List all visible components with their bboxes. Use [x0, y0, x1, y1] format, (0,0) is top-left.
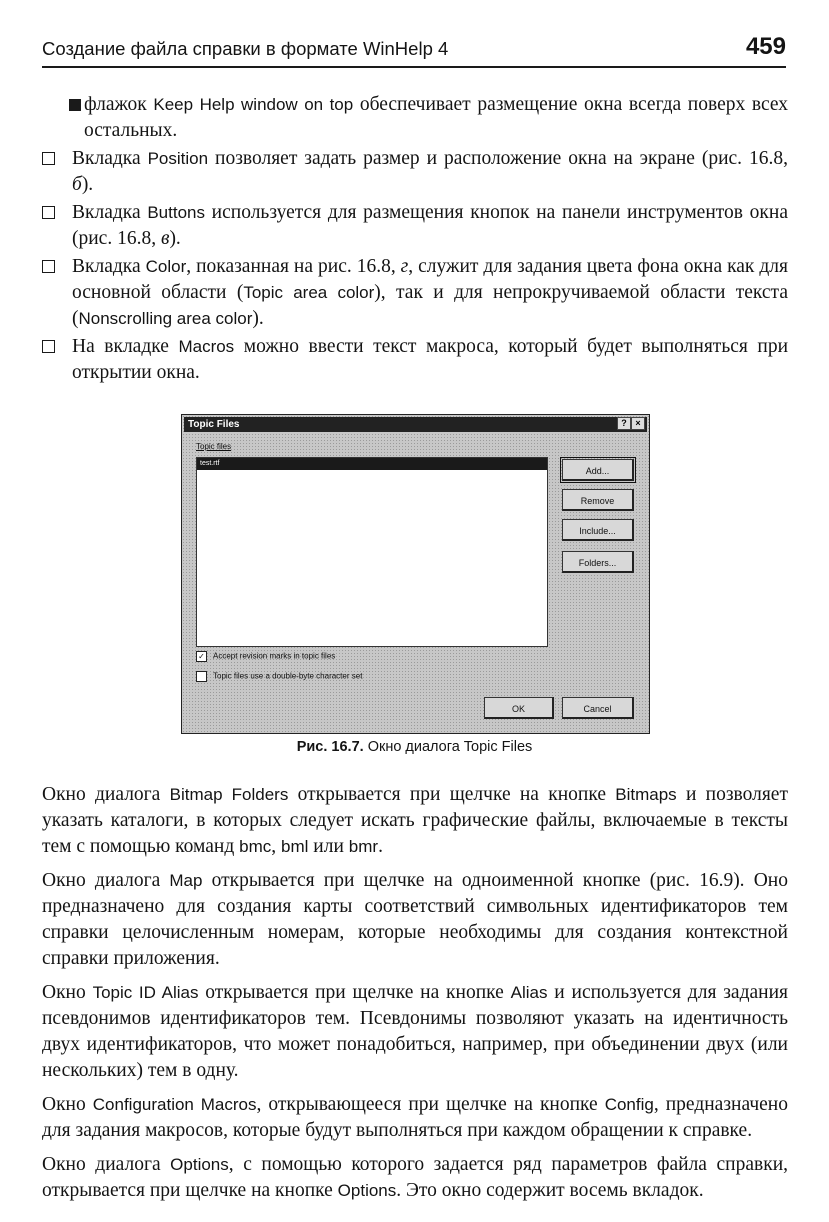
figure-number: Рис. 16.7. — [296, 739, 364, 755]
topic-files-dialog — [181, 414, 650, 734]
paragraph: Окно диалога Bitmap Folders открывается при щелчке на кнопке Bitmaps и позволяет указать каталоги, в которых следует искать графические файлы, включаемые в тексты тем с помощью команд bmc, bml или bmr. — [42, 784, 788, 857]
body-text — [42, 782, 788, 1212]
page-number: 459 — [745, 33, 786, 60]
remove-button[interactable]: Remove — [562, 489, 634, 511]
ok-button[interactable]: OK — [484, 697, 554, 719]
term: bmr — [348, 837, 379, 856]
checkbox[interactable] — [196, 671, 207, 682]
term: Color — [145, 257, 187, 276]
cancel-button[interactable]: Cancel — [562, 697, 634, 719]
help-icon[interactable]: ? — [617, 417, 631, 430]
topic-files-label: Topic files — [196, 442, 232, 451]
hollow-square-bullet-icon — [42, 206, 55, 219]
checkbox[interactable]: ✓ — [196, 651, 207, 662]
term: Config — [604, 1095, 654, 1114]
term: Position — [147, 149, 209, 168]
paragraph: Окно диалога Map открывается при щелчке на одноименной кнопке (рис. 16.9). Оно предназначено для создания карты соответствий символьных идентификаторов тем справки целочисленным номерам, которые необходимы для создания контекстной справки приложения. — [42, 870, 788, 969]
hollow-square-bullet-icon — [42, 152, 55, 165]
folders-button[interactable]: Folders... — [562, 551, 634, 573]
list-item[interactable]: test.rtf — [197, 458, 547, 470]
term: Alias — [510, 983, 548, 1002]
term: Bitmaps — [615, 785, 677, 804]
list-item: Вкладка Color, показанная на рис. 16.8, г, служит для задания цвета фона окна как для основной области (Topic area color), так и для непрокручиваемой области текста (Nonscrolling area color). — [42, 254, 788, 332]
term: Buttons — [147, 203, 205, 222]
include-button[interactable]: Include... — [562, 519, 634, 541]
term: Bitmap Folders — [169, 785, 289, 804]
close-icon[interactable]: × — [631, 417, 645, 430]
term: Topic ID Alias — [92, 983, 199, 1002]
figure-caption — [0, 739, 829, 755]
topic-files-listbox[interactable] — [196, 457, 548, 647]
running-header — [42, 28, 786, 68]
list-item: флажок Keep Help window on top обеспечивает размещение окна всегда поверх всех остальных. — [42, 92, 788, 144]
term: bmc — [239, 837, 272, 856]
filled-square-bullet-icon — [69, 99, 81, 111]
paragraph: Окно Configuration Macros, открывающееся при щелчке на кнопке Config, предназначено для задания макросов, которые будут выполняться при каждом обращении к справке. — [42, 1094, 788, 1141]
add-button[interactable]: Add... — [562, 459, 634, 481]
hollow-square-bullet-icon — [42, 340, 55, 353]
term: Nonscrolling area color — [78, 309, 253, 328]
list-item: Вкладка Position позволяет задать размер и расположение окна на экране (рис. 16.8, б). — [42, 146, 788, 198]
term: Keep Help window on top — [153, 95, 354, 114]
term: Options — [170, 1155, 229, 1174]
accept-revision-marks-option[interactable] — [196, 651, 335, 662]
dialog-title-bar — [184, 417, 647, 432]
checkbox-label: Topic files use a double-byte character set — [213, 671, 363, 681]
term: Options — [337, 1181, 397, 1200]
checkbox-label: Accept revision marks in topic files — [213, 651, 336, 661]
list-item: На вкладке Macros можно ввести текст макроса, который будет выполняться при открытии окна. — [42, 334, 788, 386]
term: Topic area color — [243, 283, 375, 302]
double-byte-charset-option[interactable] — [196, 671, 362, 682]
term: Configuration Macros — [92, 1095, 257, 1114]
term: Map — [169, 871, 203, 890]
paragraph: Окно диалога Options, с помощью которого задается ряд параметров файла справки, открывается при щелчке на кнопке Options. Это окно содержит восемь вкладок. — [42, 1154, 789, 1201]
list-item: Вкладка Buttons используется для размещения кнопок на панели инструментов окна (рис. 16.8, в). — [42, 200, 788, 252]
running-title: Создание файла справки в формате WinHelp 4 — [42, 38, 449, 59]
term: Macros — [178, 337, 235, 356]
option-list — [42, 92, 788, 388]
dialog-title: Topic Files — [188, 419, 240, 430]
caption-text: Окно диалога Topic Files — [363, 739, 533, 755]
hollow-square-bullet-icon — [42, 260, 55, 273]
paragraph: Окно Topic ID Alias открывается при щелчке на кнопке Alias и используется для задания псевдонимов идентификаторов тем. Псевдонимы позволяют указать на идентичность двух идентификаторов, что может понадобиться, например, при объединении двух (или нескольких) тем в одну. — [42, 982, 788, 1081]
term: bml — [281, 837, 309, 856]
